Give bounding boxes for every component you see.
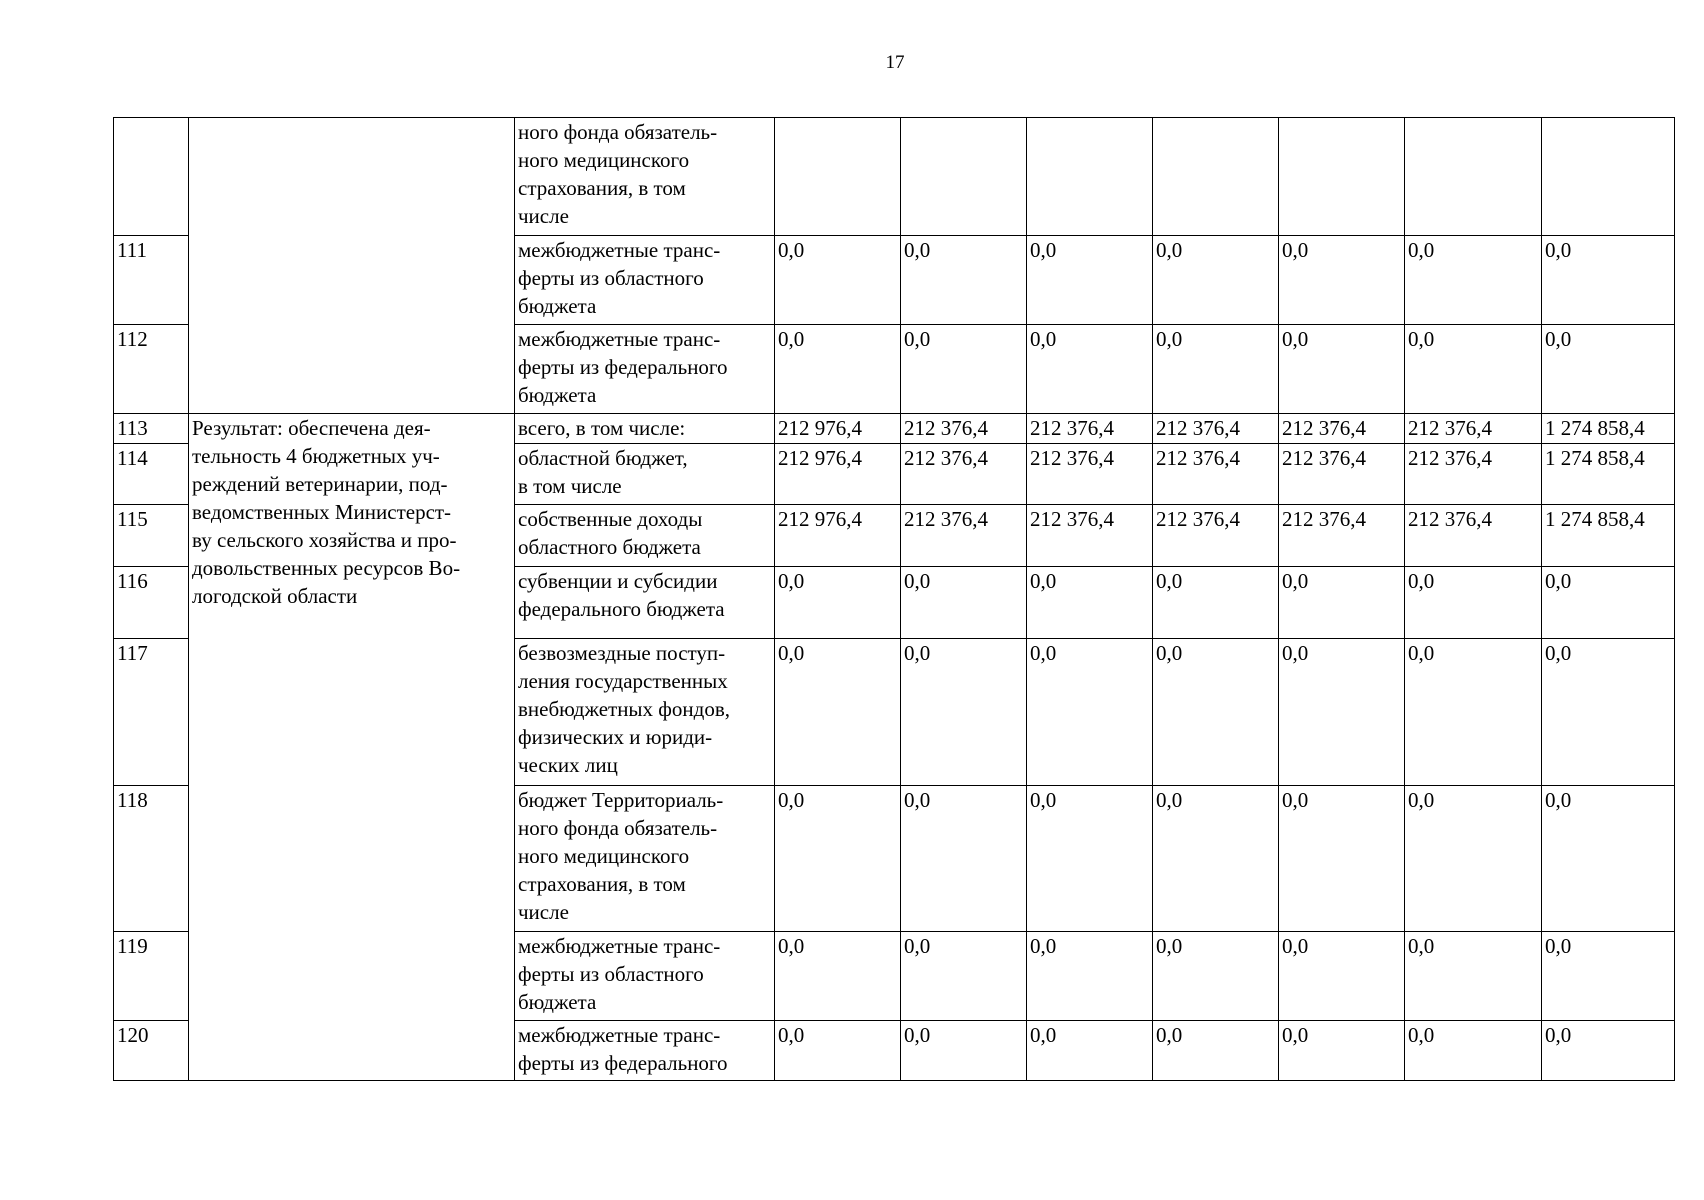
amount-cell: 0,0	[1153, 236, 1279, 325]
amount-cell: 0,0	[775, 236, 901, 325]
amount-cell: 0,0	[775, 786, 901, 932]
amount-cell: 0,0	[775, 932, 901, 1021]
amount-cell: 0,0	[1279, 236, 1405, 325]
amount-cell	[1542, 118, 1675, 236]
funding-source-cell: всего, в том числе:	[515, 414, 775, 444]
table-row	[114, 118, 1675, 236]
amount-cell	[1279, 118, 1405, 236]
row-number-cell: 120	[114, 1021, 189, 1081]
amount-cell: 0,0	[901, 786, 1027, 932]
amount-cell: 212 976,4	[775, 505, 901, 567]
amount-cell: 0,0	[1279, 325, 1405, 414]
amount-cell: 212 376,4	[1279, 414, 1405, 444]
amount-cell	[901, 118, 1027, 236]
amount-cell: 0,0	[901, 639, 1027, 786]
amount-cell: 0,0	[1153, 325, 1279, 414]
amount-cell: 212 376,4	[1279, 444, 1405, 505]
amount-cell: 0,0	[1153, 932, 1279, 1021]
amount-cell: 0,0	[1405, 325, 1542, 414]
amount-cell: 0,0	[1405, 786, 1542, 932]
amount-cell: 0,0	[1405, 236, 1542, 325]
amount-cell: 0,0	[1405, 567, 1542, 639]
funding-source-cell: безвозмездные поступ- ления государственных внебюджетных фондов, физических и юриди- ческих лиц	[515, 639, 775, 786]
funding-source-cell: межбюджетные транс- ферты из федерального	[515, 1021, 775, 1081]
amount-cell: 0,0	[775, 567, 901, 639]
amount-cell: 0,0	[1405, 639, 1542, 786]
result-cell-continued	[189, 118, 515, 414]
amount-cell: 0,0	[901, 236, 1027, 325]
amount-cell: 0,0	[1542, 1021, 1675, 1081]
amount-cell: 212 376,4	[1153, 414, 1279, 444]
amount-cell: 212 376,4	[1153, 444, 1279, 505]
page-number: 17	[885, 52, 905, 73]
amount-cell: 212 376,4	[1405, 414, 1542, 444]
amount-cell: 212 376,4	[1153, 505, 1279, 567]
amount-cell: 212 376,4	[1279, 505, 1405, 567]
amount-cell: 0,0	[901, 1021, 1027, 1081]
amount-cell: 0,0	[1027, 786, 1153, 932]
amount-cell: 0,0	[1153, 639, 1279, 786]
amount-cell: 212 376,4	[901, 444, 1027, 505]
amount-cell: 0,0	[1542, 325, 1675, 414]
amount-cell: 0,0	[1405, 932, 1542, 1021]
row-number-cell: 111	[114, 236, 189, 325]
funding-source-cell: межбюджетные транс- ферты из федерального бюджета	[515, 325, 775, 414]
table-row	[114, 414, 1675, 444]
amount-cell: 0,0	[1542, 236, 1675, 325]
amount-cell: 212 376,4	[1027, 444, 1153, 505]
amount-cell: 212 376,4	[901, 505, 1027, 567]
amount-cell: 1 274 858,4	[1542, 444, 1675, 505]
funding-source-cell: субвенции и субсидии федерального бюджета	[515, 567, 775, 639]
table-body	[114, 118, 1675, 1081]
amount-cell: 212 376,4	[1027, 414, 1153, 444]
amount-cell: 212 376,4	[1027, 505, 1153, 567]
amount-cell: 0,0	[1027, 932, 1153, 1021]
funding-source-cell: областной бюджет, в том числе	[515, 444, 775, 505]
funding-source-cell: бюджет Территориаль- ного фонда обязатель- ного медицинского страхования, в том числе	[515, 786, 775, 932]
amount-cell	[1153, 118, 1279, 236]
amount-cell	[1405, 118, 1542, 236]
amount-cell: 212 376,4	[901, 414, 1027, 444]
row-number-cell: 115	[114, 505, 189, 567]
row-number-cell: 114	[114, 444, 189, 505]
amount-cell: 0,0	[1153, 786, 1279, 932]
amount-cell: 0,0	[901, 567, 1027, 639]
amount-cell: 212 376,4	[1405, 444, 1542, 505]
amount-cell: 0,0	[1279, 1021, 1405, 1081]
amount-cell: 0,0	[1027, 325, 1153, 414]
amount-cell	[775, 118, 901, 236]
amount-cell: 0,0	[1153, 1021, 1279, 1081]
amount-cell: 1 274 858,4	[1542, 505, 1675, 567]
amount-cell: 0,0	[901, 325, 1027, 414]
amount-cell: 0,0	[1279, 786, 1405, 932]
amount-cell: 212 376,4	[1405, 505, 1542, 567]
amount-cell: 212 976,4	[775, 444, 901, 505]
amount-cell: 0,0	[901, 932, 1027, 1021]
amount-cell	[1027, 118, 1153, 236]
row-number-cell: 117	[114, 639, 189, 786]
funding-source-cell: ного фонда обязатель- ного медицинского страхования, в том числе	[515, 118, 775, 236]
amount-cell: 0,0	[775, 1021, 901, 1081]
amount-cell: 0,0	[1279, 932, 1405, 1021]
amount-cell: 0,0	[1027, 1021, 1153, 1081]
amount-cell: 0,0	[1405, 1021, 1542, 1081]
amount-cell: 1 274 858,4	[1542, 414, 1675, 444]
funding-source-cell: межбюджетные транс- ферты из областного бюджета	[515, 932, 775, 1021]
row-number-cell: 113	[114, 414, 189, 444]
row-number-cell: 112	[114, 325, 189, 414]
row-number-cell: 116	[114, 567, 189, 639]
row-number-cell: 118	[114, 786, 189, 932]
result-description-cell: Результат: обеспечена дея- тельность 4 бюджетных уч- реждений ветеринарии, под- ведомственных Министерст- ву сельского хозяйства и про- довольственных ресурсов Во- логодской области	[189, 414, 515, 1081]
amount-cell: 0,0	[775, 325, 901, 414]
amount-cell: 0,0	[1279, 567, 1405, 639]
amount-cell: 0,0	[1027, 236, 1153, 325]
row-number-cell	[114, 118, 189, 236]
amount-cell: 0,0	[1027, 639, 1153, 786]
funding-source-cell: межбюджетные транс- ферты из областного бюджета	[515, 236, 775, 325]
amount-cell: 212 976,4	[775, 414, 901, 444]
row-number-cell: 119	[114, 932, 189, 1021]
amount-cell: 0,0	[775, 639, 901, 786]
amount-cell: 0,0	[1027, 567, 1153, 639]
funding-source-cell: собственные доходы областного бюджета	[515, 505, 775, 567]
amount-cell: 0,0	[1542, 639, 1675, 786]
amount-cell: 0,0	[1279, 639, 1405, 786]
amount-cell: 0,0	[1153, 567, 1279, 639]
amount-cell: 0,0	[1542, 786, 1675, 932]
amount-cell: 0,0	[1542, 932, 1675, 1021]
budget-table	[113, 117, 1675, 1081]
amount-cell: 0,0	[1542, 567, 1675, 639]
